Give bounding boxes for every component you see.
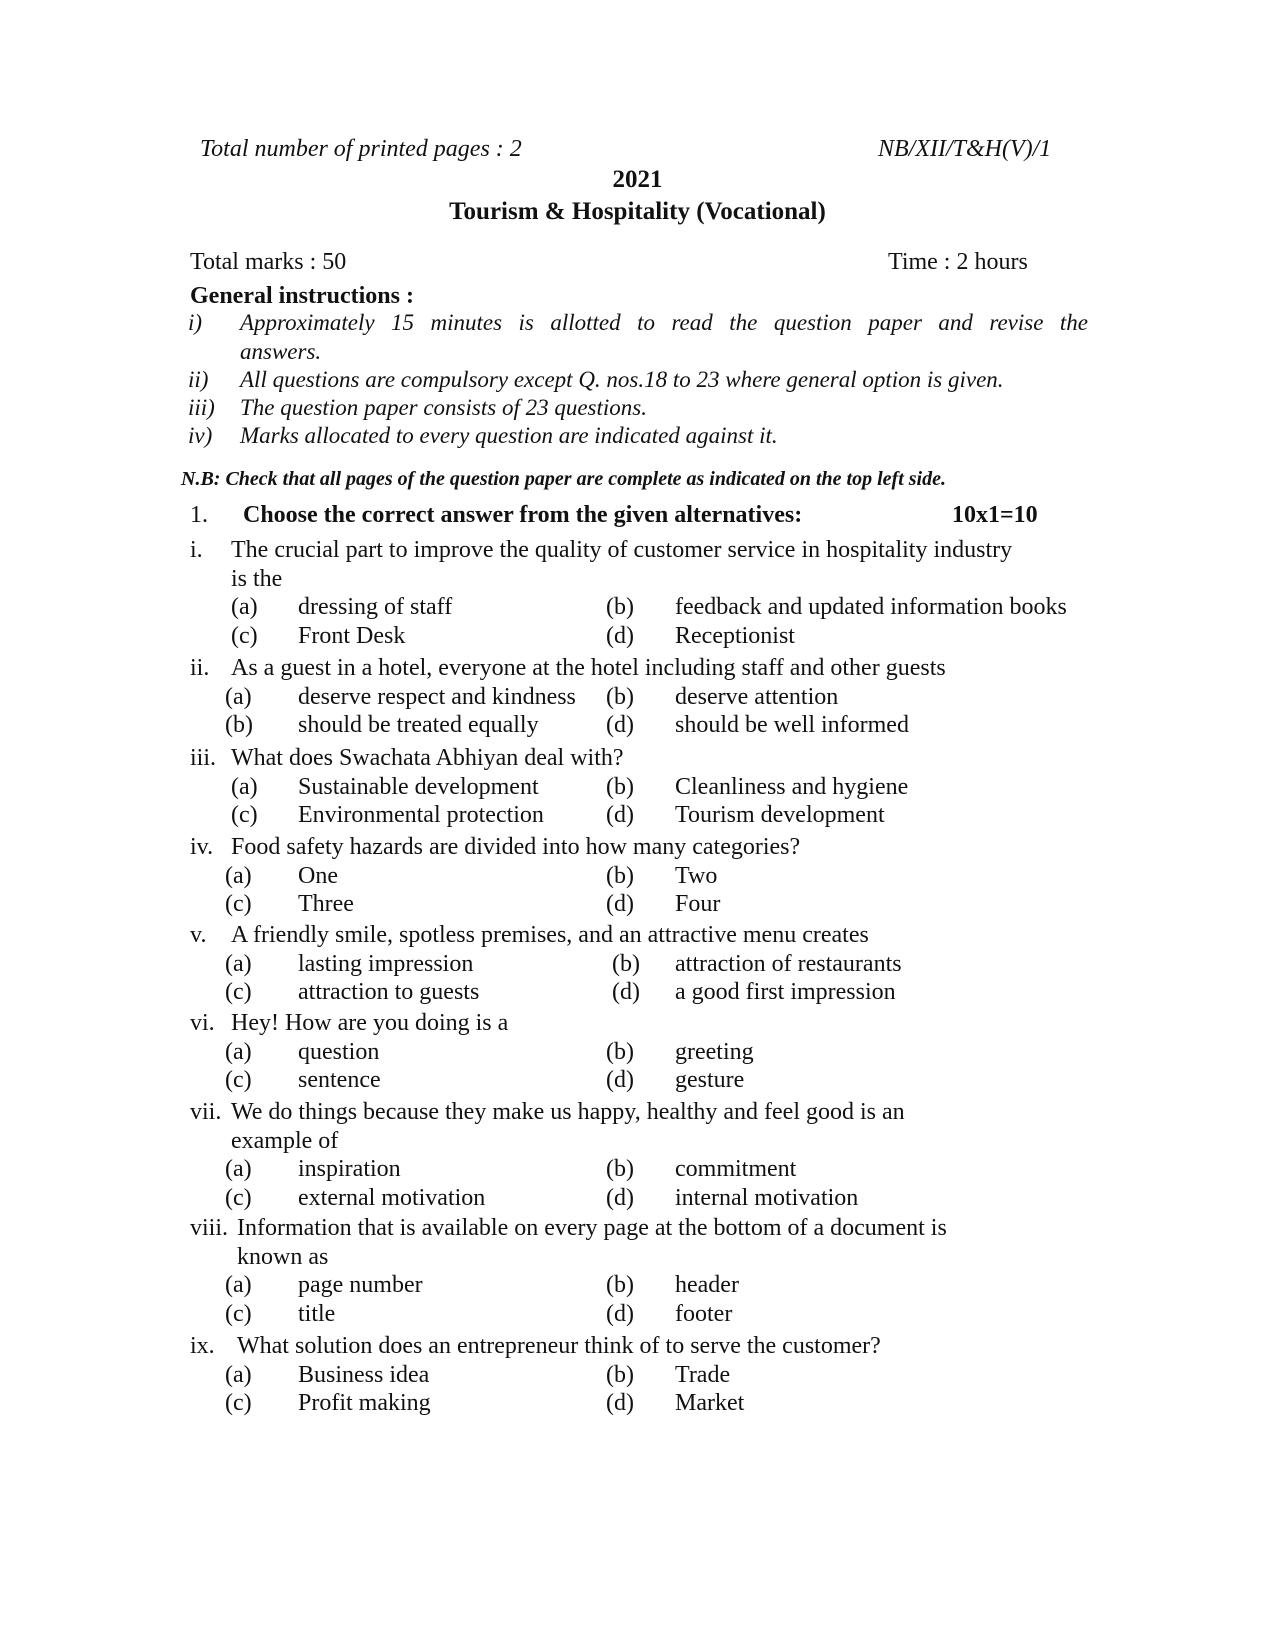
- option-text: header: [675, 1272, 739, 1298]
- option-label: (d): [606, 622, 634, 649]
- option-label: (b): [606, 1038, 634, 1065]
- section-number: 1.: [190, 502, 208, 528]
- option-label: (a): [225, 1156, 252, 1182]
- instruction-item: [188, 367, 1088, 397]
- option-text: Three: [298, 891, 354, 917]
- option-label: (a): [225, 1272, 252, 1298]
- option-label: (a): [225, 1038, 252, 1065]
- option-text: Two: [675, 862, 718, 889]
- question-text: Information that is available on every page at the bottom of a document is: [237, 1215, 947, 1241]
- option-label: (d): [606, 802, 634, 828]
- question-number: ii.: [190, 655, 210, 681]
- option-text: page number: [298, 1272, 423, 1298]
- question-text: The crucial part to improve the quality of customer service in hospitality industry: [231, 537, 1013, 563]
- option-text: Business idea: [298, 1361, 430, 1388]
- option-text: Environmental protection: [298, 802, 544, 828]
- question-text: As a guest in a hotel, everyone at the hotel including staff and other guests: [231, 655, 946, 681]
- option-label: (b): [606, 594, 634, 620]
- option-label: (c): [225, 891, 252, 917]
- option-text: Trade: [675, 1361, 731, 1388]
- option-text: Four: [675, 891, 721, 917]
- option-label: (c): [225, 1390, 252, 1416]
- option-label: (d): [606, 1300, 634, 1327]
- option-label: (c): [231, 622, 258, 649]
- instruction-number: iii): [188, 395, 215, 420]
- option-label: (c): [225, 1184, 252, 1211]
- option-label: (b): [606, 1156, 634, 1182]
- question-number: i.: [190, 537, 203, 563]
- option-text: deserve attention: [675, 683, 839, 710]
- option-label: (a): [231, 773, 258, 800]
- printed-pages-label: Total number of printed pages : 2: [200, 136, 522, 162]
- option-text: attraction of restaurants: [675, 950, 902, 977]
- option-label: (a): [231, 594, 258, 620]
- option-text: Market: [675, 1390, 745, 1416]
- nb-note: N.B: Check that all pages of the question paper are complete as indicated on the top left side.: [181, 468, 946, 490]
- option-label: (d): [612, 979, 640, 1005]
- option-label: (a): [225, 862, 252, 889]
- instruction-text-continued: answers.: [240, 339, 322, 364]
- question-number: v.: [190, 922, 207, 948]
- exam-year: 2021: [612, 166, 663, 193]
- question-number: vii.: [190, 1099, 222, 1125]
- total-marks: Total marks : 50: [190, 249, 347, 275]
- option-text: attraction to guests: [298, 979, 480, 1005]
- question-number: iv.: [190, 834, 214, 860]
- option-text: deserve respect and kindness: [298, 683, 576, 710]
- instructions-heading: General instructions :: [190, 283, 414, 309]
- instruction-text: All questions are compulsory except Q. nos.18 to 23 where general option is given.: [240, 367, 1004, 392]
- instruction-number: iv): [188, 423, 213, 448]
- option-label: (b): [606, 1361, 634, 1388]
- question-text-continued: is the: [231, 565, 283, 592]
- exam-time: Time : 2 hours: [888, 249, 1028, 275]
- option-label: (b): [225, 712, 253, 738]
- question-number: ix.: [190, 1333, 215, 1359]
- instruction-text: Approximately 15 minutes is allotted to read the question paper and revise the: [240, 310, 1088, 335]
- question-text: Hey! How are you doing is a: [231, 1010, 509, 1036]
- option-label: (c): [225, 1300, 252, 1327]
- option-text: Profit making: [298, 1390, 431, 1416]
- instruction-text: Marks allocated to every question are indicated against it.: [240, 423, 778, 448]
- question-number: viii.: [190, 1215, 229, 1241]
- option-text: Sustainable development: [298, 773, 539, 800]
- option-text: should be treated equally: [298, 712, 539, 738]
- option-label: (c): [231, 802, 258, 828]
- option-text: greeting: [675, 1038, 754, 1065]
- option-text: external motivation: [298, 1184, 486, 1211]
- option-text: sentence: [298, 1067, 381, 1093]
- question-number: vi.: [190, 1010, 215, 1036]
- question-text: Food safety hazards are divided into how many categories?: [231, 834, 801, 860]
- option-text: question: [298, 1038, 380, 1065]
- option-label: (d): [606, 1067, 634, 1093]
- option-label: (d): [606, 712, 634, 738]
- question-text: What does Swachata Abhiyan deal with?: [231, 745, 624, 771]
- option-label: (d): [606, 891, 634, 917]
- question-text-continued: example of: [231, 1127, 339, 1154]
- option-text: Receptionist: [675, 622, 795, 649]
- question-text: We do things because they make us happy, healthy and feel good is an: [231, 1099, 905, 1125]
- instruction-number: ii): [188, 367, 209, 392]
- option-label: (a): [225, 950, 252, 977]
- section-marks: 10x1=10: [952, 502, 1038, 528]
- question-text-continued: known as: [237, 1243, 329, 1270]
- option-text: internal motivation: [675, 1184, 859, 1211]
- option-text: commitment: [675, 1156, 797, 1182]
- option-label: (b): [612, 950, 640, 977]
- question-number: iii.: [190, 745, 217, 771]
- option-label: (c): [225, 979, 252, 1005]
- option-label: (d): [606, 1184, 634, 1211]
- instruction-number: i): [188, 310, 203, 335]
- option-text: Cleanliness and hygiene: [675, 773, 909, 800]
- option-text: dressing of staff: [298, 594, 453, 620]
- option-label: (c): [225, 1067, 252, 1093]
- question-text: A friendly smile, spotless premises, and an attractive menu creates: [231, 922, 869, 948]
- option-text: should be well informed: [675, 712, 909, 738]
- section-heading: Choose the correct answer from the given alternatives:: [243, 502, 803, 528]
- option-text: title: [298, 1300, 336, 1327]
- option-label: (a): [225, 683, 252, 710]
- option-text: gesture: [675, 1067, 745, 1093]
- instruction-item: [188, 395, 1088, 425]
- option-text: lasting impression: [298, 950, 474, 977]
- option-text: One: [298, 862, 338, 889]
- option-label: (b): [606, 773, 634, 800]
- paper-code: NB/XII/T&H(V)/1: [878, 136, 1052, 162]
- instruction-item: [188, 423, 1088, 453]
- instruction-item: [188, 310, 1088, 340]
- option-label: (b): [606, 862, 634, 889]
- question-text: What solution does an entrepreneur think of to serve the customer?: [237, 1333, 881, 1359]
- instruction-text: The question paper consists of 23 questions.: [240, 395, 647, 420]
- option-label: (d): [606, 1390, 634, 1416]
- option-text: footer: [675, 1300, 733, 1327]
- subject-title: Tourism & Hospitality (Vocational): [449, 198, 826, 225]
- option-label: (b): [606, 683, 634, 710]
- option-label: (a): [225, 1361, 252, 1388]
- option-text: Front Desk: [298, 622, 406, 649]
- option-text: feedback and updated information books: [675, 594, 1067, 620]
- option-text: Tourism development: [675, 802, 885, 828]
- option-text: inspiration: [298, 1156, 401, 1182]
- option-label: (b): [606, 1272, 634, 1298]
- option-text: a good first impression: [675, 979, 896, 1005]
